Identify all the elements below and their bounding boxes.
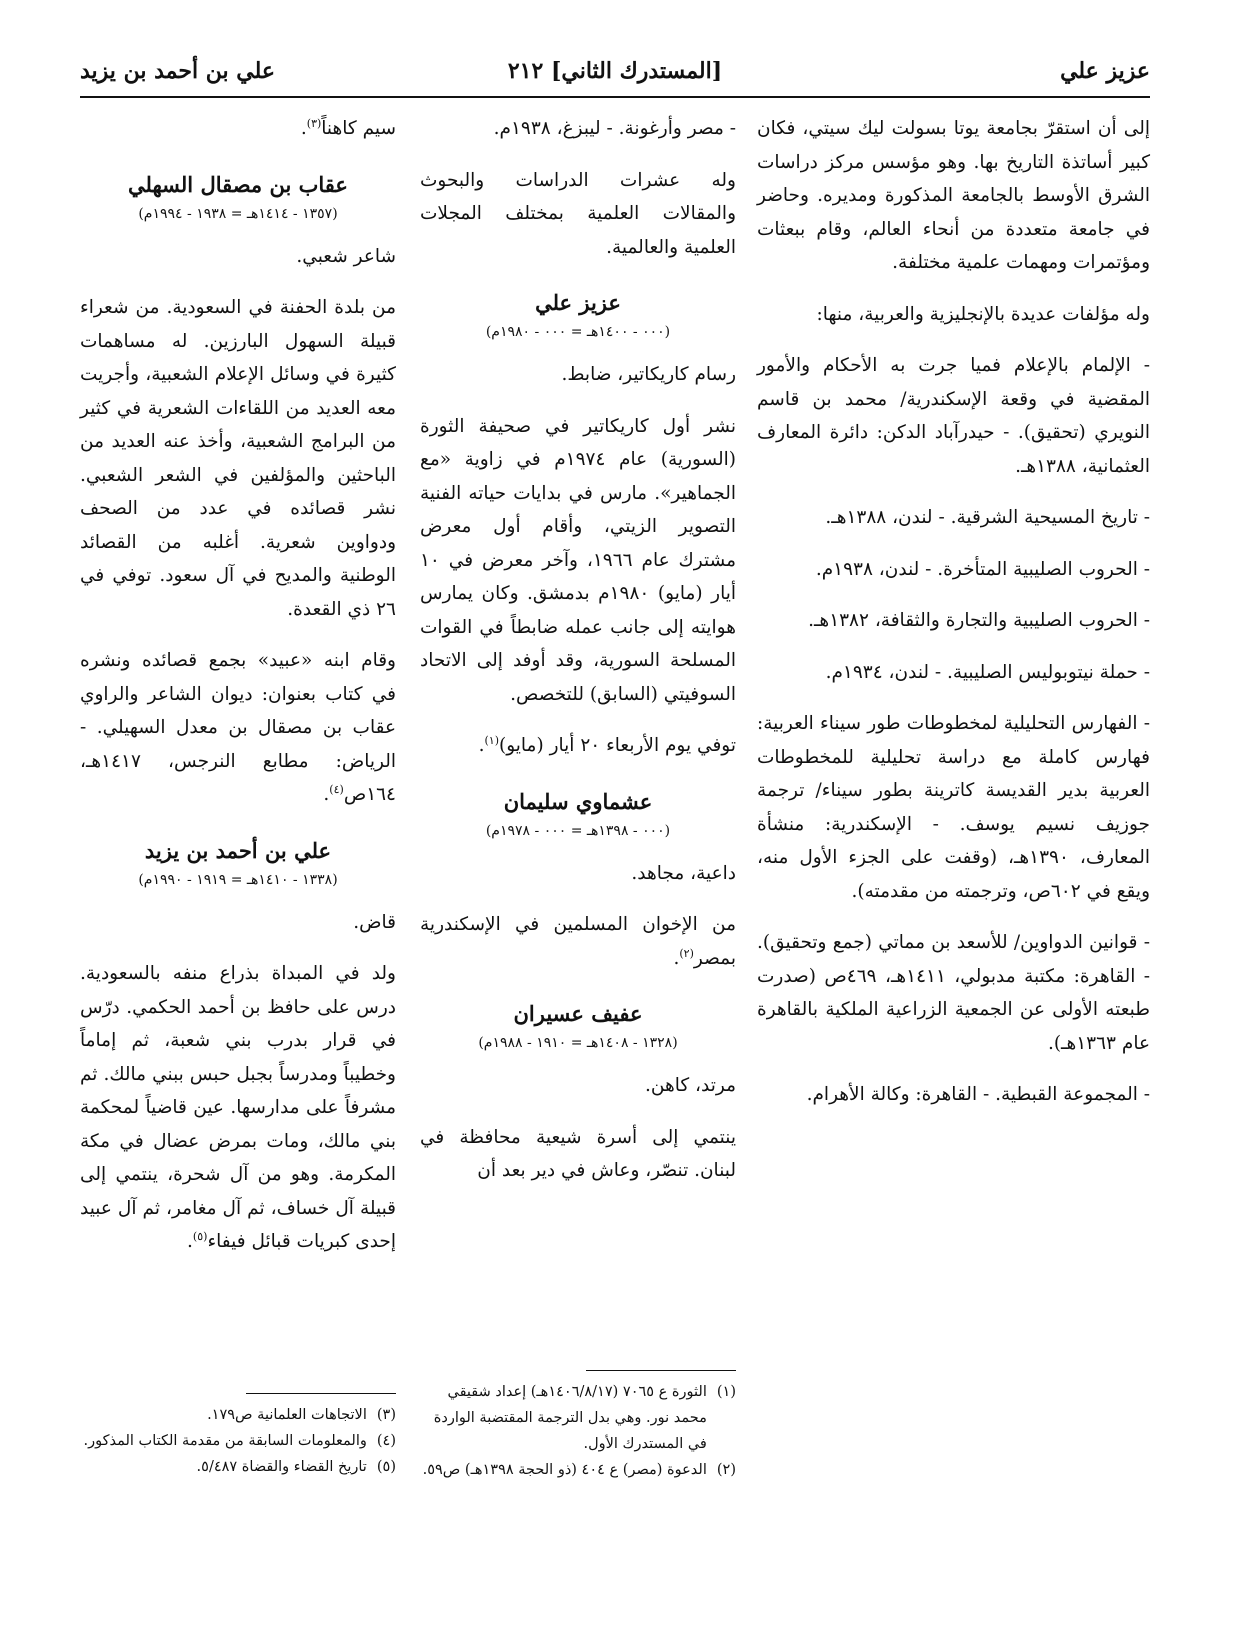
bibliography-item: - المجموعة القبطية. - القاهرة: وكالة الأهرام. bbox=[806, 1084, 1150, 1105]
bibliography-item: - الإلمام بالإعلام فميا جرت به الأحكام والأمور المقضية في وقعة الإسكندرية/ محمد بن قاسم النويري (تحقيق). - حيدرآباد الدكن: دائرة المعارف العثمانية، ١٣٨٨هـ. bbox=[757, 355, 1150, 477]
paragraph: سيم كاهناً$^{(٣)}$. bbox=[300, 116, 396, 139]
column-right bbox=[757, 112, 1150, 1130]
paragraph: من بلدة الحفنة في السعودية. من شعراء قبيلة السهول البارزين. له مساهمات كثيرة في وسائل الإعلام الشعبية، وأجريت معه العديد من اللقاءات الشعرية في كثير من البرامج الشعبية، وأخذ عنه العديد من الباحثين والمؤلفين في الشعر الشعبي. نشر قصائده في عدد من الصحف ودواوين شعرية. أغلبه من القصائد الوطنية والمديح في آل سعود. توفي في ٢٦ ذي القعدة. bbox=[80, 297, 396, 620]
footnote bbox=[420, 1457, 736, 1483]
entry-role: شاعر شعبي. bbox=[296, 245, 396, 267]
footnote-ref: (٤) bbox=[329, 782, 344, 796]
paragraph: توفي يوم الأربعاء ٢٠ أيار (مايو)$^{(١)}$. bbox=[478, 733, 736, 756]
header-right-title: عزيز علي bbox=[1060, 58, 1150, 84]
column-middle bbox=[420, 112, 736, 1206]
footnote-text: الدعوة (مصر) ع ٤٠٤ (ذو الحجة ١٣٩٨هـ) ص٥٩. bbox=[422, 1462, 707, 1478]
paragraph: وقام ابنه «عبيد» بجمع قصائده ونشره في كتاب بعنوان: ديوان الشاعر والراوي عقاب بن مصقال بن معدل السهيلي. - الرياض: مطابع النرجس، ١٤١٧هـ، ١٦٤ص$^{(٤)}$. bbox=[80, 650, 396, 805]
footnote-ref: (٥) bbox=[192, 1229, 208, 1243]
footnote bbox=[80, 1428, 396, 1454]
footnote-number: (٣) bbox=[376, 1407, 396, 1423]
bibliography-item: - مصر وأرغونة. - ليبزغ، ١٩٣٨م. bbox=[493, 118, 736, 139]
footnote-number: (٢) bbox=[716, 1462, 736, 1478]
column-left bbox=[80, 112, 396, 1277]
footnotes-middle bbox=[420, 1370, 736, 1483]
bibliography-item: - حملة نيتوبوليس الصليبية. - لندن، ١٩٣٤م. bbox=[825, 661, 1150, 683]
paragraph: وله عشرات الدراسات والبحوث والمقالات العلمية بمختلف المجلات العلمية والعالمية. bbox=[420, 169, 736, 258]
footnote-ref: (١) bbox=[484, 733, 499, 747]
entry-title: عزيز علي bbox=[535, 290, 621, 315]
footnote bbox=[80, 1454, 396, 1480]
entry-dates: (٠٠٠ - ١٣٩٨هـ = ٠٠٠ - ١٩٧٨م) bbox=[485, 822, 671, 839]
footnote-number: (٤) bbox=[376, 1433, 396, 1449]
paragraph-text: سيم كاهناً bbox=[321, 118, 396, 139]
footnote bbox=[420, 1379, 736, 1457]
paragraph: من الإخوان المسلمين في الإسكندرية بمصر$^{(٢)}$. bbox=[420, 914, 736, 969]
entry-role: قاض. bbox=[353, 911, 396, 933]
bibliography-item: - الفهارس التحليلية لمخطوطات طور سيناء العربية: فهارس كاملة مع دراسة تحليلية للمخطوطات العربية بدير القديسة كاترينة بطور سيناء/ ترجمة جوزيف نسيم يوسف. - الإسكندرية: منشأة المعارف، ١٣٩٠هـ، (وقفت على الجزء الأول منه، ويقع في ٦٠٢ص، وترجمته من مقدمته). bbox=[757, 713, 1150, 902]
paragraph-text: توفي يوم الأربعاء ٢٠ أيار (مايو) bbox=[499, 735, 736, 756]
footnote-ref: (٢) bbox=[679, 946, 694, 960]
bibliography-item: - قوانين الدواوين/ للأسعد بن مماتي (جمع وتحقيق). - القاهرة: مكتبة مدبولي، ١٤١١هـ، ٤٦٩ص (صدرت طبعته الأولى عن الجمعية الزراعية الملكية بالقاهرة عام ١٣٦٣هـ). bbox=[757, 932, 1151, 1054]
footnote-text: والمعلومات السابقة من مقدمة الكتاب المذكور. bbox=[83, 1433, 367, 1449]
entry-dates: (٠٠٠ - ١٤٠٠هـ = ٠٠٠ - ١٩٨٠م) bbox=[485, 324, 671, 340]
entry-title: عفيف عسيران bbox=[513, 1001, 643, 1026]
footnote bbox=[80, 1402, 396, 1428]
paragraph: ينتمي إلى أسرة شيعية محافظة في لبنان. تنصّر، وعاش في دير بعد أن bbox=[420, 1126, 736, 1181]
entry-role: رسام كاريكاتير، ضابط. bbox=[561, 364, 736, 385]
footnote-text: تاريخ القضاء والقضاة ٥/٤٨٧. bbox=[196, 1459, 367, 1475]
footnote-number: (٥) bbox=[376, 1459, 396, 1475]
running-header bbox=[80, 52, 1150, 98]
footnote-text: الاتجاهات العلمانية ص١٧٩. bbox=[207, 1407, 367, 1423]
entry-role: مرتد، كاهن. bbox=[645, 1075, 736, 1096]
bibliography-item: - الحروب الصليبية والتجارة والثقافة، ١٣٨٢هـ. bbox=[808, 610, 1150, 631]
paragraph: وله مؤلفات عديدة بالإنجليزية والعربية، منها: bbox=[816, 303, 1150, 325]
entry-role: داعية، مجاهد. bbox=[631, 862, 736, 884]
bibliography-item: - الحروب الصليبية المتأخرة. - لندن، ١٩٣٨م. bbox=[815, 558, 1150, 580]
footnote-number: (١) bbox=[716, 1384, 736, 1400]
entry-dates: (١٣٢٨ - ١٤٠٨هـ = ١٩١٠ - ١٩٨٨م) bbox=[478, 1035, 678, 1051]
entry-dates: (١٣٣٨ - ١٤١٠هـ = ١٩١٩ - ١٩٩٠م) bbox=[138, 871, 338, 888]
entry-title: علي بن أحمد بن يزيد bbox=[144, 837, 332, 863]
footnote-text: الثورة ع ٧٠٦٥ (١٤٠٦/٨/١٧هـ) إعداد شقيقي محمد نور. وهي بدل الترجمة المقتضبة الواردة في المستدرك الأول. bbox=[433, 1384, 707, 1452]
footnote-separator bbox=[586, 1370, 736, 1371]
bibliography-item: - تاريخ المسيحية الشرقية. - لندن، ١٣٨٨هـ. bbox=[825, 507, 1150, 528]
paragraph-text: وقام ابنه «عبيد» بجمع قصائده ونشره في كتاب بعنوان: ديوان الشاعر والراوي عقاب بن مصقال بن معدل السهيلي. - الرياض: مطابع النرجس، ١٤١٧هـ، ١٦٤ص bbox=[80, 650, 396, 805]
footnotes-left bbox=[80, 1393, 396, 1480]
paragraph: ولد في المبداة بذراع منفه بالسعودية. درس على حافظ بن أحمد الحكمي. درّس في قرار بدرب بني شعبة، ثم إماماً وخطيباً ومدرساً بجبل حبس ببني مالك. ثم مشرفاً على مدارسها. عين قاضياً لمحكمة بني مالك، ومات بمرض عضال في مكة المكرمة. وهو من آل شحرة، ينتمي إلى قبيلة آل خساف، ثم آل مغامر، ثم آل عبيد إحدى كبريات قبائل فيفاء$^{(٥)}$. bbox=[80, 963, 396, 1252]
header-left-title: علي بن أحمد بن يزيد bbox=[80, 58, 276, 84]
entry-title: عشماوي سليمان bbox=[503, 788, 653, 814]
footnote-separator bbox=[246, 1393, 396, 1394]
entry-dates: (١٣٥٧ - ١٤١٤هـ = ١٩٣٨ - ١٩٩٤م) bbox=[138, 205, 338, 222]
paragraph-text: ولد في المبداة بذراع منفه بالسعودية. درس على حافظ بن أحمد الحكمي. درّس في قرار بدرب بني شعبة، ثم إماماً وخطيباً ومدرساً بجبل حبس ببني مالك. ثم مشرفاً على مدارسها. عين قاضياً لمحكمة بني مالك، ومات بمرض عضال في مكة المكرمة. وهو من آل شحرة، ينتمي إلى قبيلة آل خساف، ثم آل مغامر، ثم آل عبيد إحدى كبريات قبائل فيفاء bbox=[80, 963, 396, 1252]
paragraph: نشر أول كاريكاتير في صحيفة الثورة (السورية) عام ١٩٧٤م في زاوية «مع الجماهير». مارس في بدايات حياته الفنية التصوير الزيتي، وأقام أول معرض مشترك عام ١٩٦٦، وآخر معرض في ١٠ أيار (مايو) ١٩٨٠م بدمشق. وكان يمارس هوايته إلى جانب عمله ضابطاً في القوات المسلحة السورية، وقد أوفد إلى الاتحاد السوفيتي (السابق) للتخصص. bbox=[420, 415, 737, 705]
header-center-title: [المستدرك الثاني] ٢١٢ bbox=[507, 58, 723, 84]
paragraph: إلى أن استقرّ بجامعة يوتا بسولت ليك سيتي، فكان كبير أساتذة التاريخ بها. وهو مؤسس مركز دراسات الشرق الأوسط بالجامعة المذكورة ومديره. وحاضر في جامعة متعددة من أنحاء العالم، وقام ببعثات ومؤتمرات ومهمات علمية مختلفة. bbox=[757, 118, 1150, 273]
paragraph-text: من الإخوان المسلمين في الإسكندرية بمصر bbox=[420, 914, 736, 969]
entry-title: عقاب بن مصقال السهلي bbox=[128, 171, 348, 197]
footnote-ref: (٣) bbox=[306, 116, 322, 130]
